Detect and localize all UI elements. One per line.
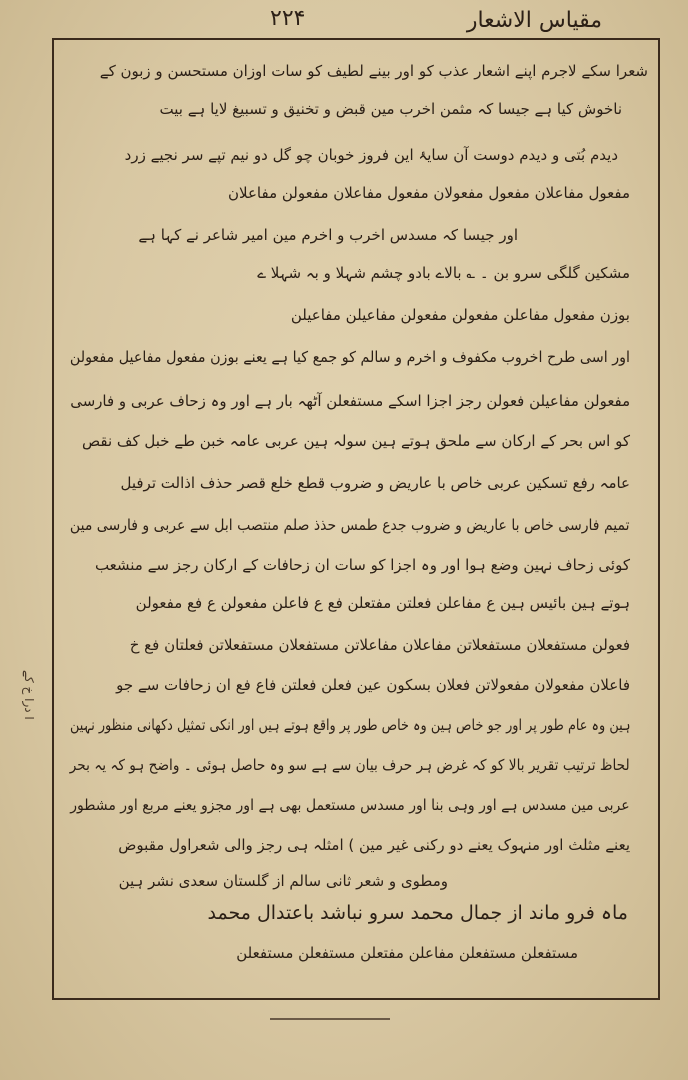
- text-line: مفعول مفاعلان مفعول مفعولان مفعول مفاعلان مفعولن مفاعلان: [228, 184, 630, 202]
- text-line: اور اسی طرح اخروب مکفوف و اخرم و سالم کو جمع کیا ہے یعنے بوزن مفعول مفاعیل مفعولن: [69, 348, 630, 366]
- text-line: یعنے مثلث اور منہوک یعنے دو رکنی غیر مین ) امثلہ ہی رجز والی شعراول مقبوض: [118, 836, 630, 854]
- text-line: عربی مین مسدس ہے اور وہی بنا اور مسدس مستعمل بھی ہے اور مجزو یعنے مربع اور مشطور: [70, 796, 630, 814]
- text-line: کو اس بحر کے ارکان سے ملحق ہوتے ہین سولہ ہین عربی عامہ خبن طے خبل کف نقص: [82, 432, 630, 450]
- text-line: کوئی زحاف نہین وضع ہوا اور وہ اجزا کو سات ان زحافات کے ارکان رجز سے منشعب: [94, 556, 630, 574]
- text-line: فعولن مستفعلان مستفعلاتن مفاعلان مفاعلاتن مستفعلان مستفعلاتن فعلتان فع خ: [129, 636, 630, 654]
- text-line: مشکین گلگی سرو بن ۔ ؎ بالاے بادو چشم شہلا و بہ شہلا ے: [257, 264, 630, 282]
- text-line: ناخوش کیا ہے جیسا کہ مثمن اخرب مین قبض و تخنیق و تسبیغ لایا ہے بیت: [159, 100, 622, 118]
- text-line: بوزن مفعول مفاعلن مفعولن مفعولن مفاعیلن مفاعیلن: [290, 306, 630, 324]
- text-line: مفعولن مفاعیلن فعولن رجز اجزا اسکے مستفعلن آٹھہ بار ہے اور وہ زحاف عربی و فارسی: [70, 392, 630, 410]
- page-number: ۲۲۴: [270, 6, 306, 31]
- text-line: لحاظ ترتیب تقریر بالا کو کہ غرض ہر حرف بیان سے ہے سو وہ حاصل ہوئی ۔ واضح ہو کہ یہ بحر: [70, 756, 630, 774]
- text-line: دیدم بُتی و دیدم دوست آن سایۂ این فروز خوبان چو گل دو نیم تپے سر نجیے زرد: [124, 146, 618, 164]
- text-line: عامہ رفع تسکین عربی خاص با عاریض و ضروب قطع خلع قصر حذف اذالت ترفیل: [120, 474, 630, 492]
- text-line: ہوتے ہین بائیس ہین ع مفاعلن فعلتن مفتعلن فع ع فاعلن مفعولن ع فع مفعولن: [135, 594, 630, 612]
- meter-line: مستفعلن مستفعلن مفاعلن مفتعلن مستفعلن مستفعلن: [236, 944, 578, 962]
- running-header-title: مقیاس الاشعار: [466, 8, 602, 33]
- text-line: تمیم فارسی خاص با عاریض و ضروب جدع طمس حذذ صلم منتصب ابل سے عربی و فارسی مین: [70, 516, 630, 534]
- verse-line: ماہ فرو ماند از جمال محمد سرو نباشد باعتدال محمد: [207, 902, 628, 924]
- text-line: اور جیسا کہ مسدس اخرب و اخرم مین امیر شاعر نے کہا ہے: [138, 226, 518, 244]
- text-line: ہین وہ عام طور پر اور جو خاص ہین وہ خاص طور پر واقع ہوتے ہیں اور انکی تمثیل دکھانی منظور نہین: [69, 716, 630, 734]
- text-line: ومطوی و شعر ثانی سالم از گلستان سعدی نشر ہین: [118, 872, 448, 890]
- bottom-divider: [270, 1018, 390, 1020]
- text-line: فاعلان مفعولان مفعولاتن فعلان بسکون عین فعلن فعلتن فاع فع ان زحافات سے جو: [116, 676, 630, 694]
- margin-annotation: ا درا خ کے: [22, 670, 36, 720]
- text-line: شعرا سکے لاجرم اپنے اشعار عذب کو اور بینے لطیف کو سات اوزان مستحسن و زبون کے: [99, 62, 648, 80]
